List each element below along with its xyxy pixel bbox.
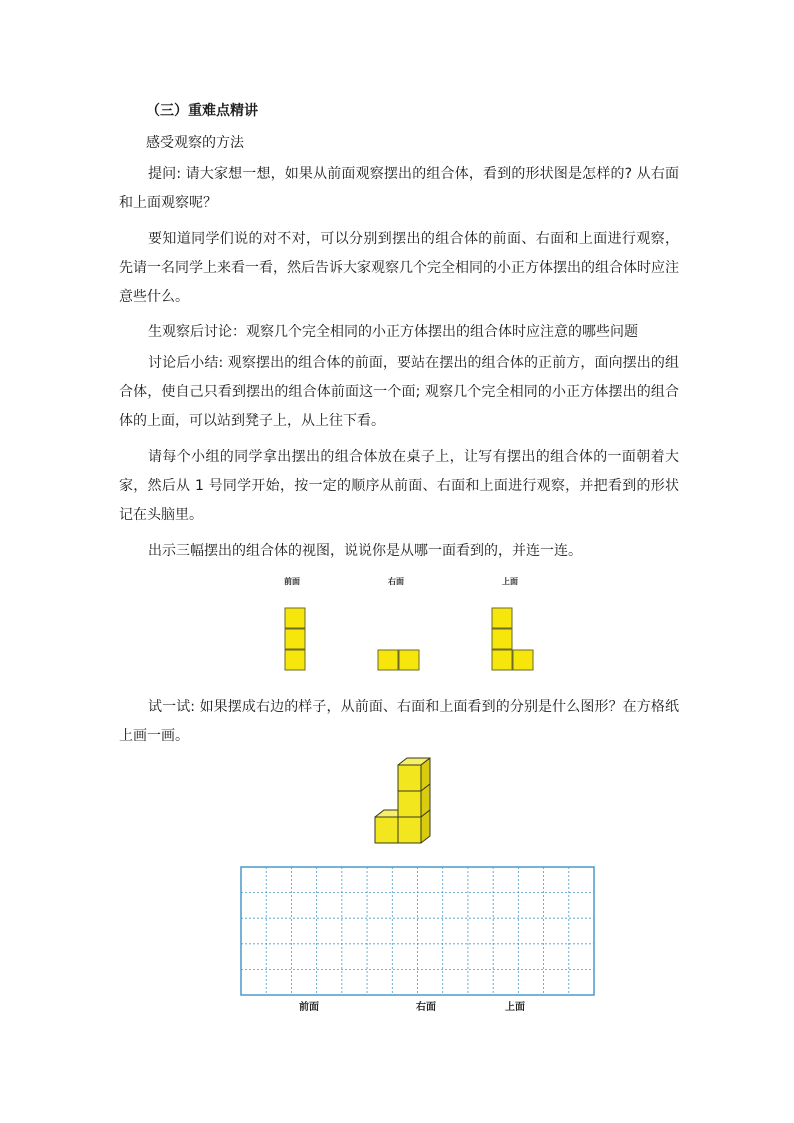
view-square (285, 608, 305, 628)
view-square (378, 650, 398, 670)
grid-label-top: 上面 (505, 1002, 525, 1013)
paragraph-group-activity: 请每个小组的同学拿出摆出的组合体放在桌子上，让写有摆出的组合体的一面朝着大家，然后从 1 号同学开始，按一定的顺序从前面、右面和上面进行观察，并把看到的形状记在头脑里。 (119, 449, 679, 523)
view-square (285, 650, 305, 670)
view-label-front: 前面 (284, 577, 300, 586)
paragraph-show-views: 出示三幅摆出的组合体的视图，说说你是从哪一面看到的，并连一连。 (148, 543, 582, 559)
view-square (492, 629, 512, 649)
paragraph-summary: 讨论后小结: 观察摆出的组合体的前面，要站在摆出的组合体的正前方，面向摆出的组合体，使自己只看到摆出的组合体前面这一个面; 观察几个完全相同的小正方体摆出的组合体的上面，可以站到凳子上，从上往下看。 (119, 355, 679, 429)
cube-front-face (398, 817, 421, 843)
grid-label-front: 前面 (299, 1002, 319, 1013)
cube-front-face (375, 817, 398, 843)
grid-label-right: 右面 (416, 1002, 436, 1013)
section-subheading: 感受观察的方法 (146, 135, 244, 151)
cube-front-face (398, 765, 421, 791)
paragraph-observe-method: 要知道同学们说的对不对，可以分别到摆出的组合体的前面、右面和上面进行观察，先请一名同学上来看一看，然后告诉大家观察几个完全相同的小正方体摆出的组合体时应注意些什么。 (119, 231, 679, 305)
view-label-top: 上面 (502, 577, 518, 586)
paragraph-exercise: 试一试: 如果摆成右边的样子，从前面、右面和上面看到的分别是什么图形？在方格纸上画一画。 (119, 699, 679, 744)
view-square (492, 608, 512, 628)
grid-paper (240, 866, 595, 996)
paragraph-discussion: 生观察后讨论：观察几个完全相同的小正方体摆出的组合体时应注意的哪些问题 (148, 324, 638, 340)
cube-front-face (398, 791, 421, 817)
view-square (285, 629, 305, 649)
view-square (492, 650, 512, 670)
view-square (399, 650, 419, 670)
section-heading: （三）重难点精讲 (146, 103, 258, 119)
cube-stack-illustration (370, 760, 440, 850)
view-square (513, 650, 533, 670)
paragraph-question: 提问: 请大家想一想，如果从前面观察摆出的组合体，看到的形状图是怎样的? 从右面和上面观察呢？ (119, 166, 679, 211)
view-label-right: 右面 (388, 577, 404, 586)
